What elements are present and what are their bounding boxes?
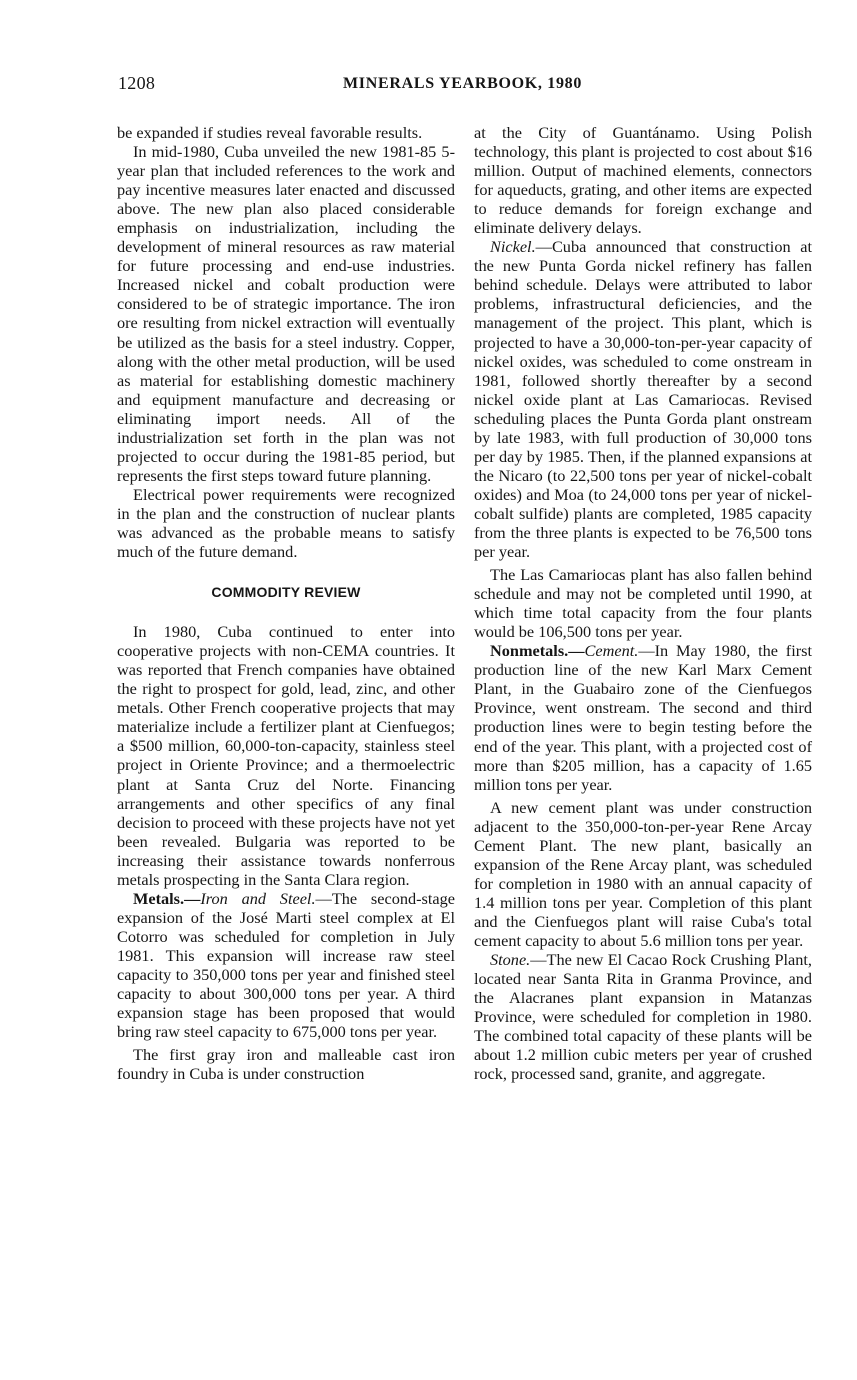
section-heading-commodity-review: COMMODITY REVIEW: [211, 584, 361, 601]
subheading-cement: Cement.: [584, 641, 639, 661]
left-column: [117, 123, 455, 1083]
paragraph-electrical-power: Electrical power requirements were recognized in the plan and the construction of nuclear plants was advanced as the probable means to satisfy much of the future demand.: [117, 484, 455, 562]
paragraph-continuation: be expanded if studies reveal favorable results.: [117, 123, 423, 142]
paragraph-guantanamo: at the City of Guantánamo. Using Polish technology, this plant is projected to cost about $16 million. Output of machined elements, connectors for aqueducts, grating, and other items are expected to reduce demands for foreign exchange and eliminate delivery delays.: [474, 123, 812, 238]
paragraph-cooperative-projects: In 1980, Cuba continued to enter into cooperative projects with non-CEMA countries. It was reported that French companies have obtained the right to prospect for gold, lead, zinc, and other metals. Other French cooperative projects that may materialize include a fertilizer plant at Cienfuegos; a $500 million, 60,000-ton-capacity, stainless steel project in Oriente Province; and a thermoelectric plant at Santa Cruz del Norte. Financing arrangements and other specifics of any final decision to proceed with these projects have not yet been revealed. Bulgaria was reported to be increasing their assistance towards nonferrous metals prospecting in the Santa Clara region.: [117, 622, 455, 889]
paragraph-foundry: The first gray iron and malleable cast iron foundry in Cuba is under construction: [117, 1045, 455, 1084]
paragraph-nickel-text: —Cuba announced that construction at the new Punta Gorda nickel refinery has fallen behind schedule. Delays were attributed to labor problems, infrastructural deficiencies, and the management of the project. This plant, which is projected to have a 30,000-ton-per-year capacity of nickel oxides, was scheduled to come onstream in 1981, followed shortly thereafter by a second nickel oxide plant at Las Camariocas. Revised scheduling places the Punta Gorda plant onstream by late 1983, with full production of 30,000 tons per day by 1985. Then, if the planned expansions at the Nicaro (to 22,500 tons per year of nickel-cobalt oxides) and Moa (to 24,000 tons per year of nickel-cobalt sulfide) plants are completed, 1985 capacity from the three plants is expected to be 76,500 tons per year.: [474, 237, 812, 562]
paragraph-las-camariocas: The Las Camariocas plant has also fallen behind schedule and may not be completed until 1990, at which time total capacity from the four plants would be 106,500 tons per year.: [474, 565, 812, 642]
subheading-nickel: Nickel.: [490, 237, 536, 257]
paragraph-cement-text: —In May 1980, the first production line of the new Karl Marx Cement Plant, in the Guabairo zone of the Cienfuegos Province, went onstream. The second and third production lines were to begin testing before the end of the year. This plant, with a projected cost of more than $205 million, has a capacity of 1.65 million tons per year.: [474, 641, 812, 794]
paragraph-stone: [474, 950, 812, 1083]
subheading-stone: Stone.: [490, 950, 531, 970]
right-column: [474, 123, 812, 1083]
paragraph-iron-and-steel-text: —The second-stage expansion of the José Marti steel complex at El Cotorro was scheduled for completion in July 1981. This expansion will increase raw steel capacity to 350,000 tons per year and finished steel capacity to about 300,000 tons per year. A third expansion stage has been proposed that would bring raw steel capacity to 675,000 tons per year.: [117, 888, 455, 1042]
paragraph-stone-text: —The new El Cacao Rock Crushing Plant, located near Santa Rita in Granma Province, and the Alacranes plant expansion in Matanzas Province, were scheduled for completion in 1980. The combined total capacity of these plants will be about 1.2 million cubic meters per year of crushed rock, processed sand, granite, and aggregate.: [474, 950, 812, 1084]
run-in-heading-nonmetals: Nonmetals.—: [490, 641, 585, 661]
run-in-heading-metals: Metals.—: [133, 888, 201, 908]
paragraph-iron-and-steel: [117, 889, 455, 1041]
running-head: MINERALS YEARBOOK, 1980: [343, 75, 583, 92]
paragraph-cement: [474, 641, 812, 793]
page-number: 1208: [118, 73, 156, 93]
subheading-iron-and-steel: Iron and Steel.: [200, 888, 316, 908]
paragraph-nickel: [474, 237, 812, 561]
paragraph-five-year-plan: In mid-1980, Cuba unveiled the new 1981-85 5-year plan that included references to the work and pay incentive measures later enacted and discussed above. The new plan also placed considerable emphasis on industrialization, including the development of mineral resources as raw material for future processing and end-use industries. Increased nickel and cobalt production were considered to be of strategic importance. The iron ore resulting from nickel extraction will eventually be utilized as the basis for a steel industry. Copper, along with the other metal production, will be used as material for establishing domestic machinery and equipment manufacture and decreasing or eliminating import needs. All of the industrialization set forth in the plan was not projected to occur during the 1981-85 period, but represents the first steps toward future planning.: [117, 142, 455, 485]
paragraph-rene-arcay: A new cement plant was under construction adjacent to the 350,000-ton-per-year Rene Arcay Cement Plant. The new plant, basically an expansion of the Rene Arcay plant, was scheduled for completion in 1980 with an annual capacity of 1.4 million tons per year. Completion of this plant and the Cienfuegos plant will raise Cuba's total cement capacity to about 5.6 million tons per year.: [474, 797, 812, 950]
